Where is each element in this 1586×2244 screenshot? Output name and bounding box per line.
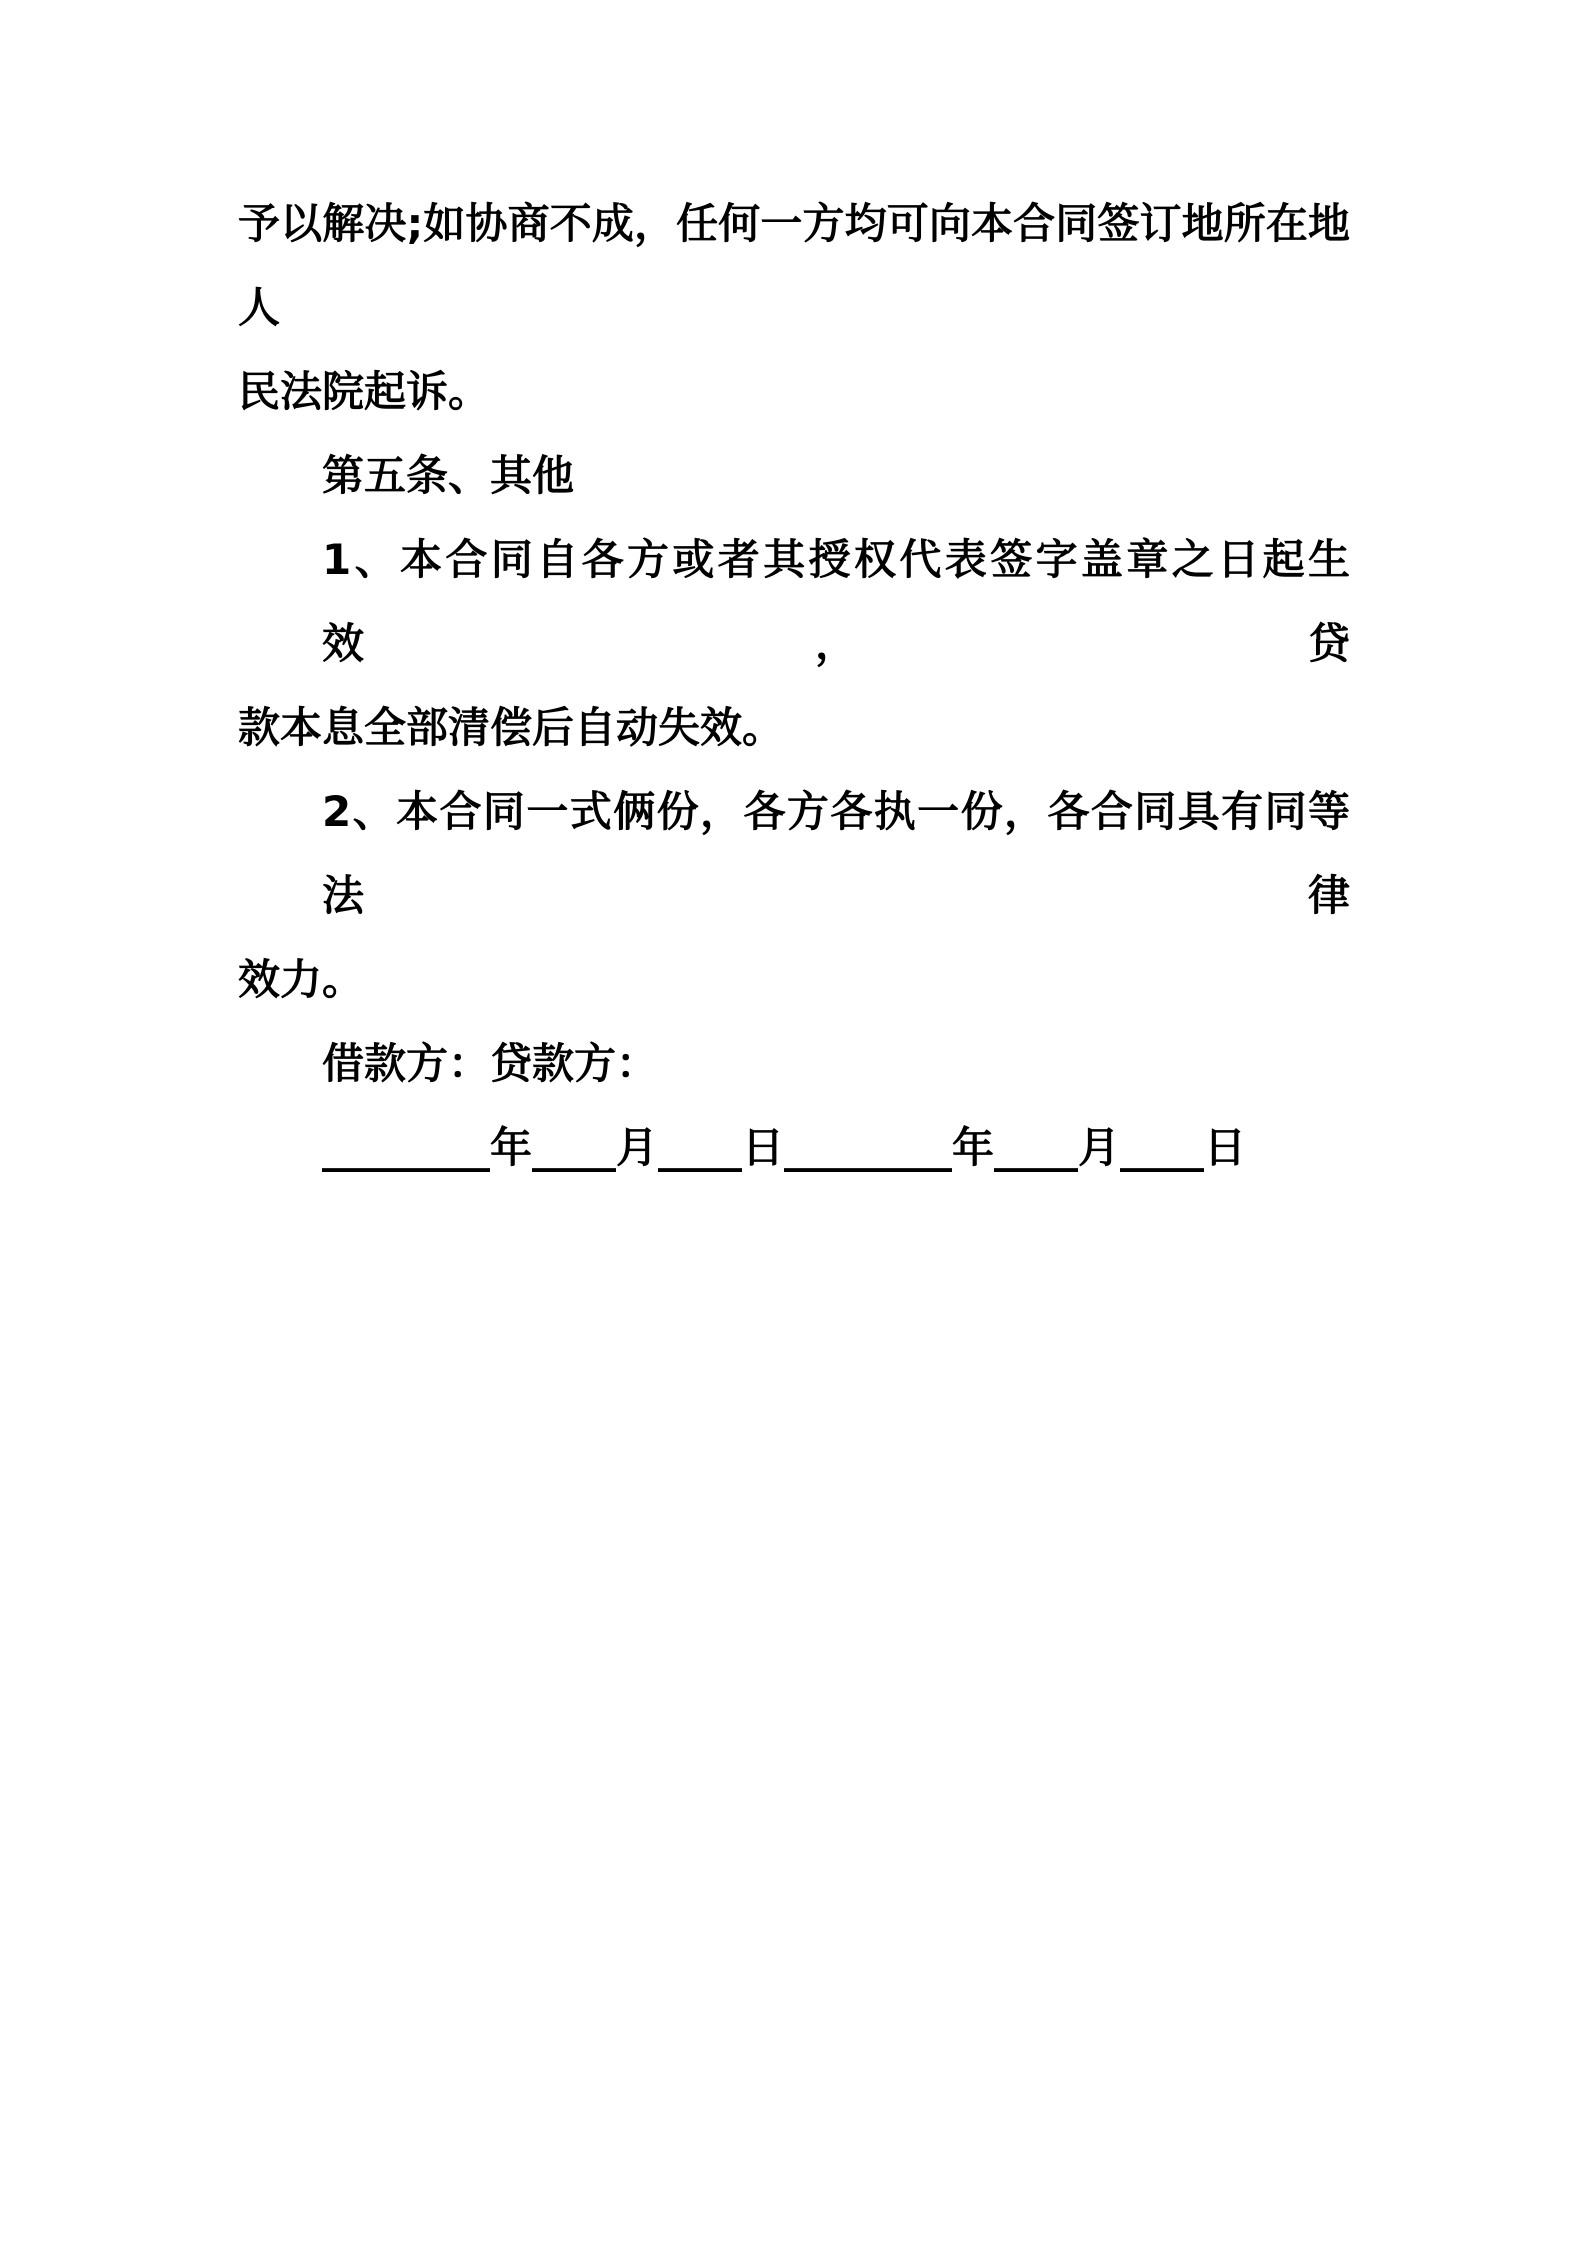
document-body xyxy=(238,182,1350,1190)
text-line: 第五条、其他 xyxy=(322,451,575,500)
text-line: ________年____月____日________年____月____日 xyxy=(322,1123,1247,1172)
text-line: 2、本合同一式俩份，各方各执一份，各合同具有同等法律 xyxy=(322,787,1350,920)
text-line: 借款方：贷款方： xyxy=(322,1039,659,1088)
text-line: 予以解决;如协商不成，任何一方均可向本合同签订地所在地人 xyxy=(238,199,1350,332)
text-line: 民法院起诉。 xyxy=(238,367,491,416)
text-line: 款本息全部清偿后自动失效。 xyxy=(238,703,785,752)
text-line: 效力。 xyxy=(238,955,365,1004)
text-line: 1、本合同自各方或者其授权代表签字盖章之日起生效，贷 xyxy=(322,535,1350,668)
